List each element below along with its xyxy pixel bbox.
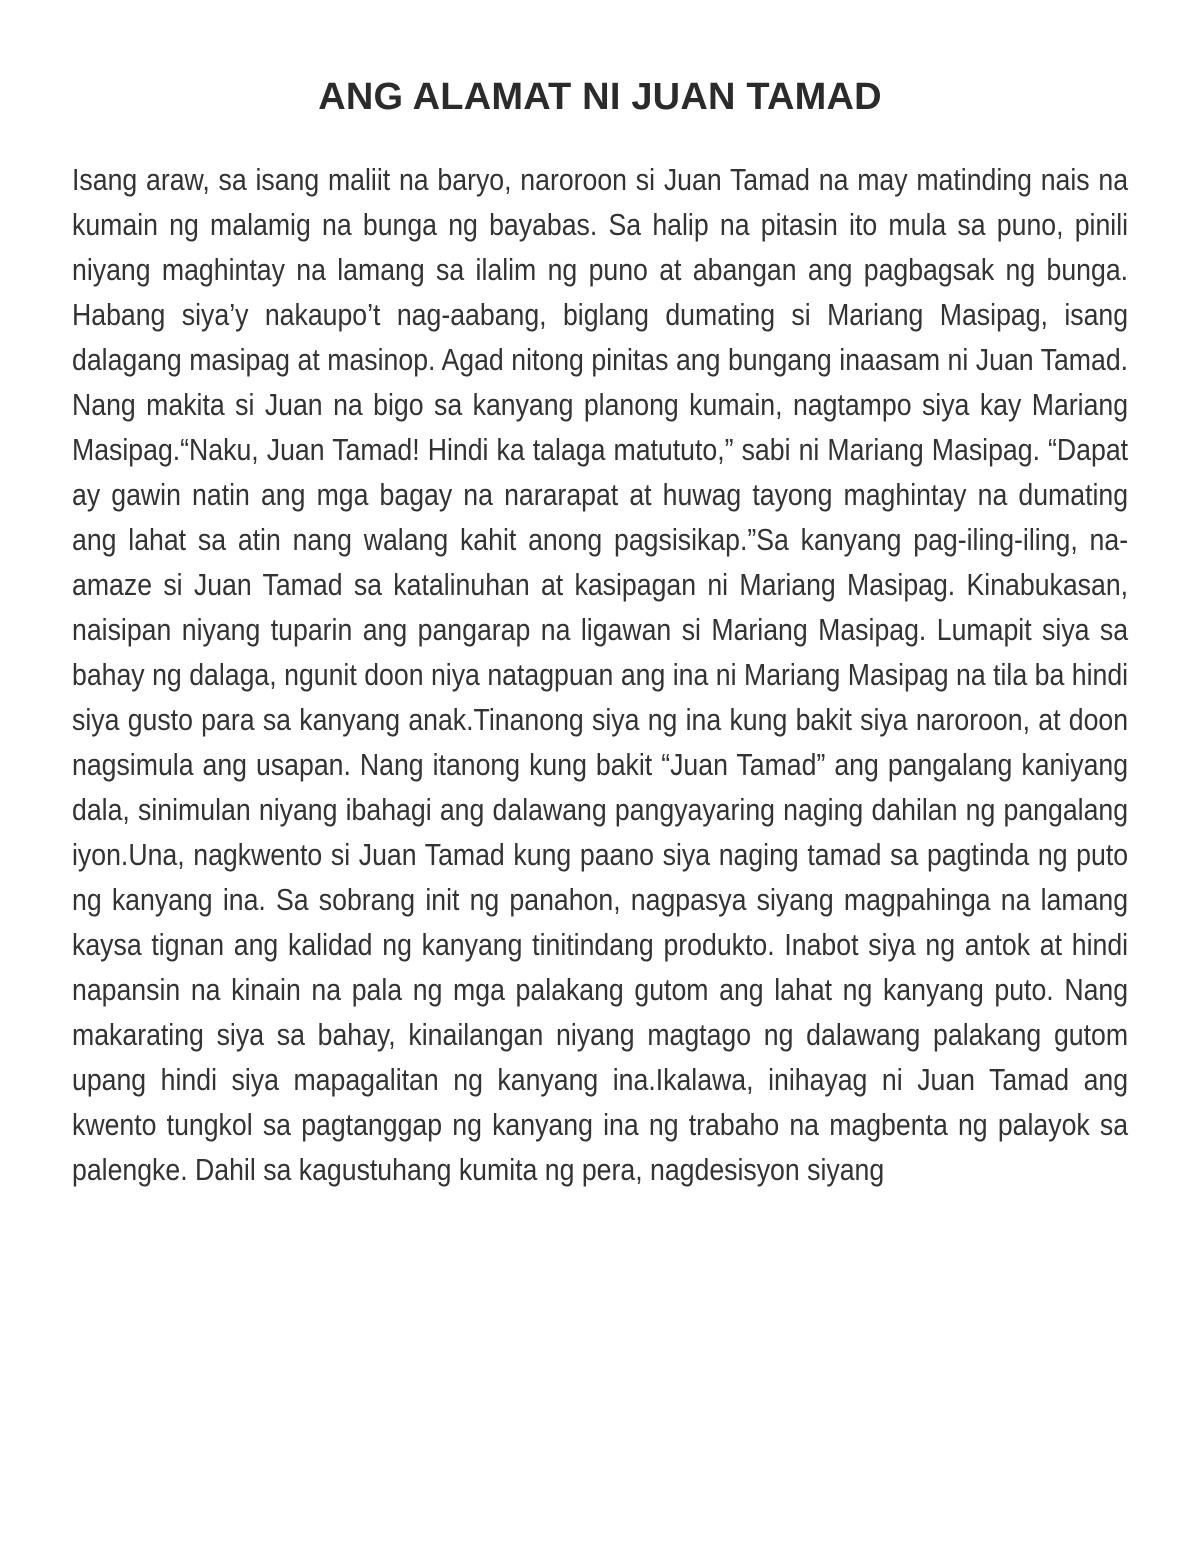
document-title: ANG ALAMAT NI JUAN TAMAD xyxy=(318,76,882,118)
document-body-paragraph: Isang araw, sa isang maliit na baryo, naroroon si Juan Tamad na may matinding nais na kumain ng malamig na bunga ng bayabas. Sa halip na pitasin ito mula sa puno, pinili niyang maghintay na lamang sa ilalim ng puno at abangan ang pagbagsak ng bunga. Habang siya’y nakaupo’t nag-aabang, biglang dumating si Mariang Masipag, isang dalagang masipag at masinop. Agad nitong pinitas ang bungang inaasam ni Juan Tamad. Nang makita si Juan na bigo sa kanyang planong kumain, nagtampo siya kay Mariang Masipag.“Naku, Juan Tamad! Hindi ka talaga matututo,” sabi ni Mariang Masipag. “Dapat ay gawin natin ang mga bagay na nararapat at huwag tayong maghintay na dumating ang lahat sa atin nang walang kahit anong pagsisikap.”Sa kanyang pag-iling-iling, na-amaze si Juan Tamad sa katalinuhan at kasipagan ni Mariang Masipag. Kinabukasan, naisipan niyang tuparin ang pangarap na ligawan si Mariang Masipag. Lumapit siya sa bahay ng dalaga, ngunit doon niya natagpuan ang ina ni Mariang Masipag na tila ba hindi siya gusto para sa kanyang anak.Tinanong siya ng ina kung bakit siya naroroon, at doon nagsimula ang usapan. Nang itanong kung bakit “Juan Tamad” ang pangalang kaniyang dala, sinimulan niyang ibahagi ang dalawang pangyayaring naging dahilan ng pangalang iyon.Una, nagkwento si Juan Tamad kung paano siya naging tamad sa pagtinda ng puto ng kanyang ina. Sa sobrang init ng panahon, nagpasya siyang magpahinga na lamang kaysa tignan ang kalidad ng kanyang tinitindang produkto. Inabot siya ng antok at hindi napansin na kinain na pala ng mga palakang gutom ang lahat ng kanyang puto. Nang makarating siya sa bahay, kinailangan niyang magtago ng dalawang palakang gutom upang hindi siya mapagalitan ng kanyang ina.Ikalawa, inihayag ni Juan Tamad ang kwento tungkol sa pagtanggap ng kanyang ina ng trabaho na magbenta ng palayok sa palengke. Dahil sa kagustuhang kumita ng pera, nagdesisyon siyang xyxy=(72,162,1129,1187)
